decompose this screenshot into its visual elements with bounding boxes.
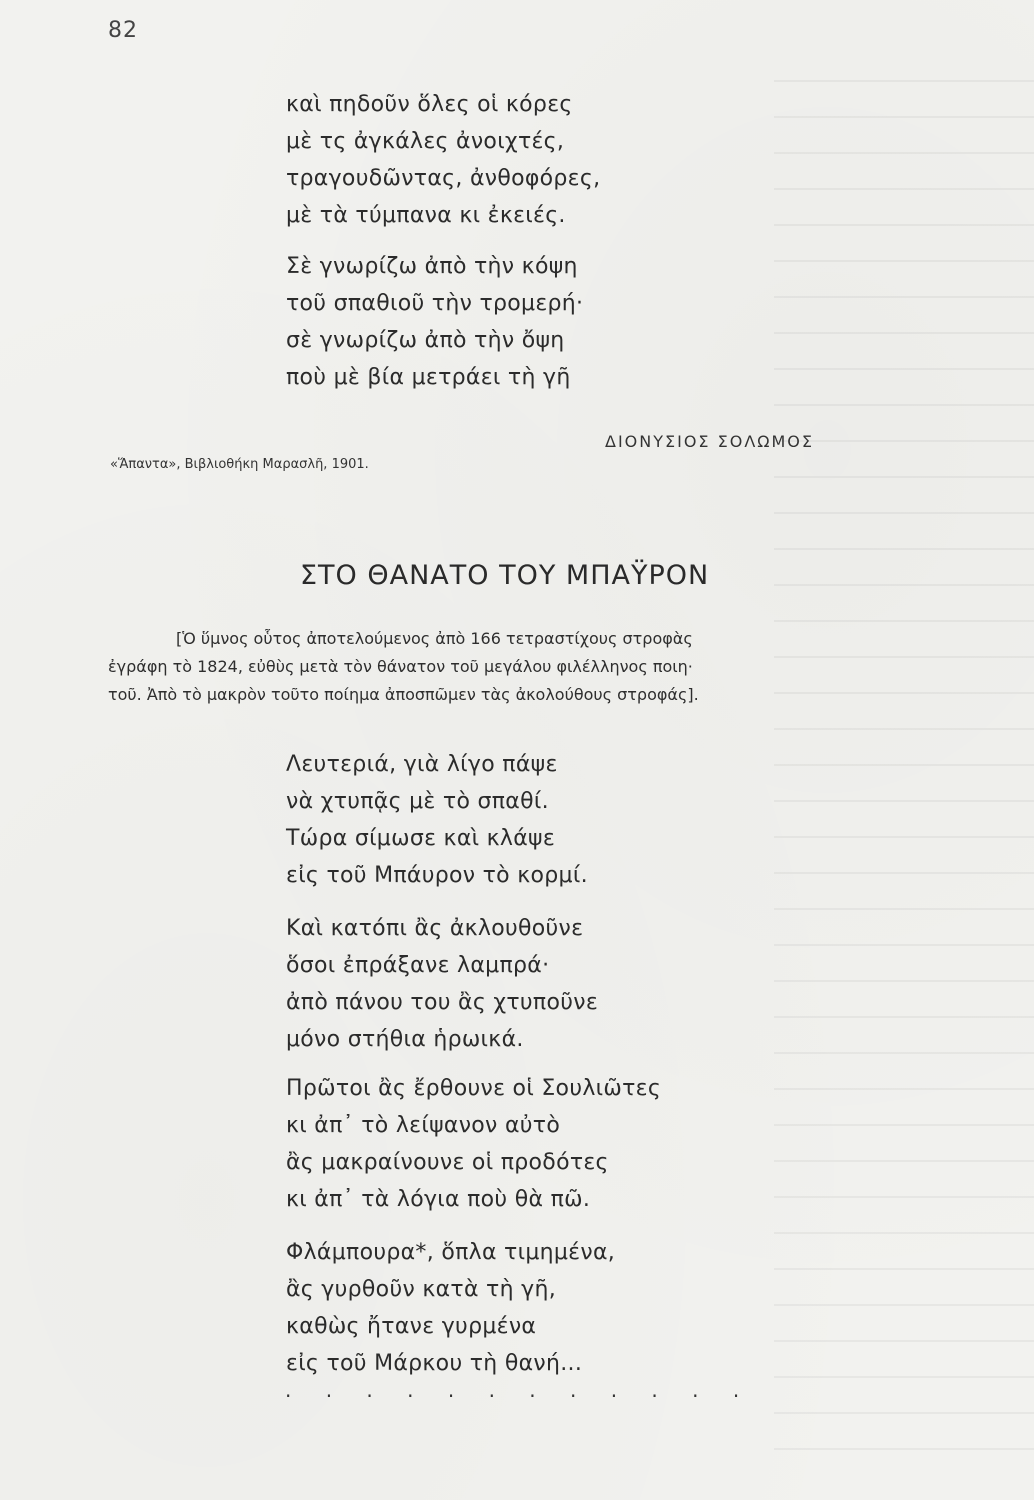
omission-dots: . . . . . . . . . . . . — [285, 1378, 754, 1402]
first-poem-stanza-1 — [286, 86, 600, 234]
verse-line: καθὼς ἤτανε γυρμένα — [286, 1314, 537, 1339]
intro-line: [Ὁ ὕμνος οὗτος ἀποτελούμενος ἀπὸ 166 τετραστίχους στροφὰς — [176, 629, 693, 648]
verse-line: ἀπὸ πάνου του ἂς χτυποῦνε — [286, 990, 599, 1015]
verse-line: ποὺ μὲ βία μετράει τὴ γῆ — [286, 365, 571, 390]
author-signature: ΔΙΟΝΥΣΙΟΣ ΣΟΛΩΜΟΣ — [605, 432, 814, 451]
verse-line: εἰς τοῦ Μπάυρον τὸ κορμί. — [286, 863, 588, 888]
verse-line: Φλάμπουρα*, ὅπλα τιμημένα, — [286, 1240, 616, 1265]
verse-line: Λευτεριά, γιὰ λίγο πάψε — [286, 752, 558, 777]
second-poem-stanza-4 — [286, 1234, 615, 1382]
verse-line: μὲ τὰ τύμπανα κι ἐκειές. — [286, 203, 566, 228]
page-number: 82 — [108, 18, 138, 43]
verse-line: νὰ χτυπᾷς μὲ τὸ σπαθί. — [286, 789, 549, 814]
editorial-intro — [108, 625, 988, 709]
intro-line: τοῦ. Ἀπὸ τὸ μακρὸν τοῦτο ποίημα ἀποσπῶμεν τὰς ἀκολούθους στροφάς]. — [108, 685, 699, 704]
poem-title: ΣΤΟ ΘΑΝΑΤΟ ΤΟΥ ΜΠΑΫΡΟΝ — [300, 560, 710, 591]
verse-line: ἂς γυρθοῦν κατὰ τὴ γῆ, — [286, 1277, 556, 1302]
verse-line: Καὶ κατόπι ἂς ἀκλουθοῦνε — [286, 916, 584, 941]
verse-line: εἰς τοῦ Μάρκου τὴ θανή... — [286, 1351, 583, 1376]
verse-line: μόνο στήθια ἡρωικά. — [286, 1027, 524, 1052]
verse-line: ὅσοι ἐπράξανε λαμπρά· — [286, 953, 550, 978]
verse-line: κι ἀπ᾽ τὸ λείψανον αὐτὸ — [286, 1113, 561, 1138]
verse-line: Πρῶτοι ἂς ἔρθουνε οἱ Σουλιῶτες — [286, 1076, 662, 1101]
verse-line: Σὲ γνωρίζω ἀπὸ τὴν κόψη — [286, 254, 578, 279]
verse-line: τραγουδῶντας, ἀνθοφόρες, — [286, 166, 601, 191]
intro-line: ἐγράφη τὸ 1824, εὐθὺς μετὰ τὸν θάνατον τοῦ μεγάλου φιλέλληνος ποιη· — [108, 657, 693, 676]
second-poem-stanza-2 — [286, 910, 598, 1058]
verse-line: τοῦ σπαθιοῦ τὴν τρομερή· — [286, 291, 584, 316]
verse-line: κι ἀπ᾽ τὰ λόγια ποὺ θὰ πῶ. — [286, 1187, 591, 1212]
verse-line: μὲ τς ἀγκάλες ἀνοιχτές, — [286, 129, 565, 154]
source-citation: «Ἅπαντα», Βιβλιοθήκη Μαρασλῆ, 1901. — [110, 457, 369, 472]
second-poem-stanza-1 — [286, 746, 588, 894]
second-poem-stanza-3 — [286, 1070, 661, 1218]
verse-line: καὶ πηδοῦν ὅλες οἱ κόρες — [286, 92, 573, 117]
verse-line: Τώρα σίμωσε καὶ κλάψε — [286, 826, 556, 851]
show-through-texture — [774, 80, 1034, 1480]
first-poem-stanza-2 — [286, 248, 583, 396]
verse-line: σὲ γνωρίζω ἀπὸ τὴν ὄψη — [286, 328, 565, 353]
verse-line: ἂς μακραίνουνε οἱ προδότες — [286, 1150, 609, 1175]
